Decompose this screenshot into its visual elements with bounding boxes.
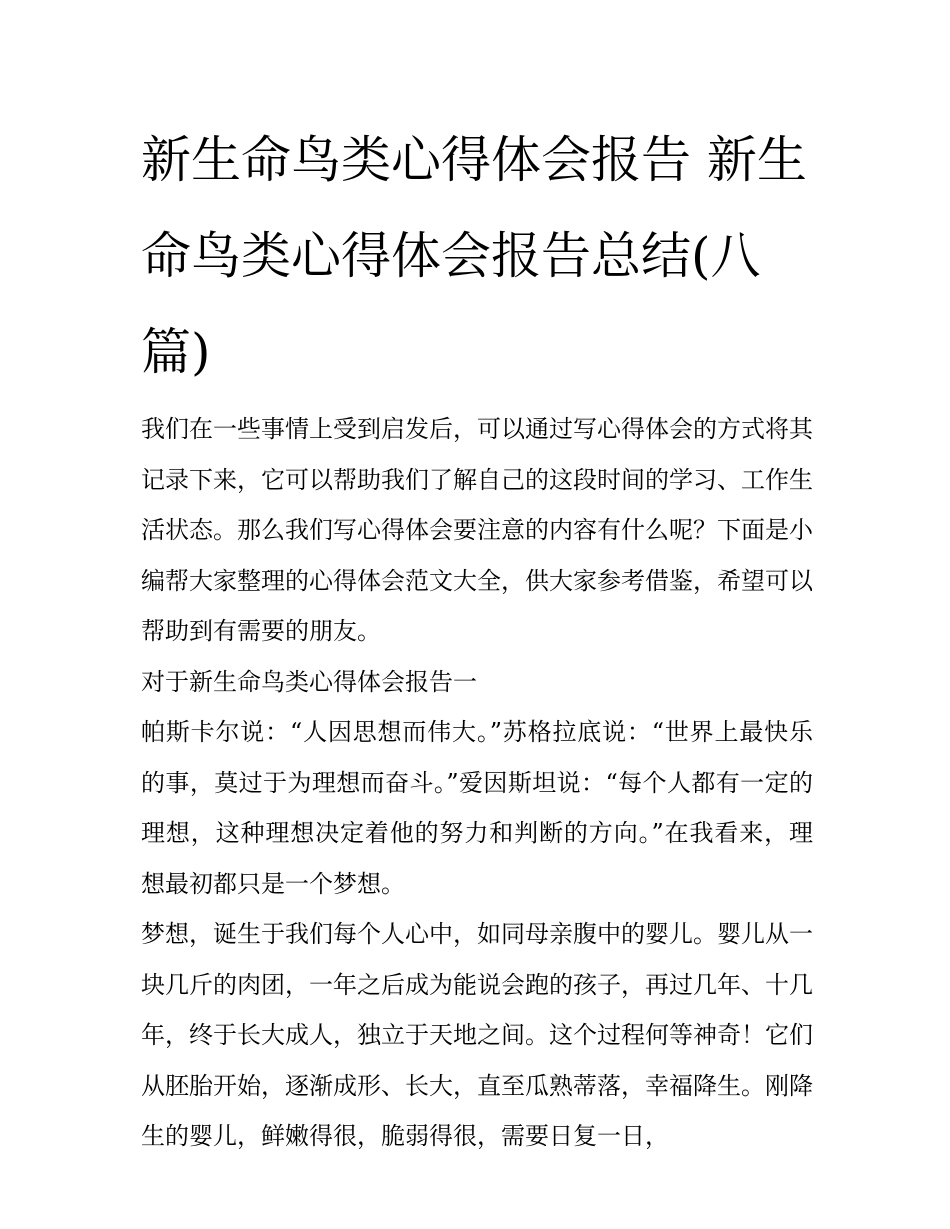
document-body (141, 112, 813, 1162)
dream-paragraph: 梦想，诞生于我们每个人心中，如同母亲腹中的婴儿。婴儿从一块几斤的肉团，一年之后成为能说会跑的孩子，再过几年、十几年，终于长大成人，独立于天地之间。这个过程何等神奇！它们从胚胎开始，逐渐成形、长大，直至瓜熟蒂落，幸福降生。刚降生的婴儿，鲜嫩得很，脆弱得很，需要日复一日， (141, 920, 813, 1150)
intro-paragraph: 我们在一些事情上受到启发后，可以通过写心得体会的方式将其记录下来，它可以帮助我们了解自己的这段时间的学习、工作生活状态。那么我们写心得体会要注意的内容有什么呢？下面是小编帮大家整理的心得体会范文大全，供大家参考借鉴，希望可以帮助到有需要的朋友。 (141, 415, 813, 645)
document-title: 新生命鸟类心得体会报告 新生命鸟类心得体会报告总结(八篇) (141, 131, 807, 381)
section-heading: 对于新生命鸟类心得体会报告一 (141, 667, 477, 696)
quote-paragraph: 帕斯卡尔说：“人因思想而伟大。”苏格拉底说：“世界上最快乐的事，莫过于为理想而奋斗。”爱因斯坦说：“每个人都有一定的理想，这种理想决定着他的努力和判断的方向。”在我看来，理想最初都只是一个梦想。 (141, 718, 813, 898)
